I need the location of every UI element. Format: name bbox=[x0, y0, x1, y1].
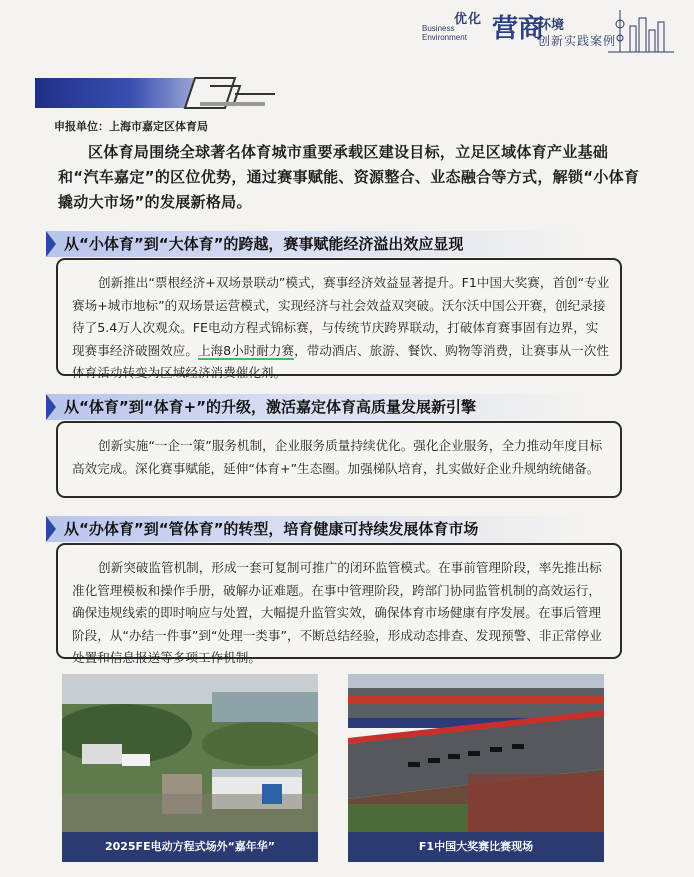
section-2-body: 创新实施“一企一策”服务机制，企业服务质量持续优化。强化企业服务，全力推动年度目标高效完成。深化赛事赋能，延伸“体育+”生态圈。加强梯队培育，扎实做好企业升规纳统储备。 bbox=[56, 421, 622, 498]
photo-2-caption: F1中国大奖赛比赛现场 bbox=[348, 832, 604, 862]
section-1-title: 从“小体育”到“大体育”的跨越，赛事赋能经济溢出效应显现 bbox=[46, 231, 584, 257]
brand-sub: 创新实践案例 bbox=[538, 34, 617, 48]
section-2-title: 从“体育”到“体育+”的升级，激活嘉定体育高质量发展新引擎 bbox=[46, 394, 584, 420]
brand-big: 营商 bbox=[492, 14, 545, 44]
section-3-body: 创新突破监管机制，形成一套可复制可推广的闭环监管模式。在事前管理阶段，率先推出标准化管理模板和操作手册，破解办证难题。在事中管理阶段，跨部门协同监管机制的高效运行，确保违规线索的即时响应与处置，大幅提升监管实效，确保体育市场健康有序发展。在事后管理阶段，从“办结一件事”到“处理一类事”，不断总结经验，形成动态排查、发现预警、非正常停业处置和信息报送等多项工作机制。 bbox=[56, 543, 622, 659]
brand-en: Business Environment bbox=[422, 24, 467, 42]
brand-cn-small: 优化 bbox=[454, 12, 483, 27]
photo-fe-carnival bbox=[62, 674, 318, 832]
photo-1-caption: 2025FE电动方程式场外“嘉年华” bbox=[62, 832, 318, 862]
photo-f1-race bbox=[348, 674, 604, 832]
section-3-title: 从“办体育”到“管体育”的转型，培育健康可持续发展体育市场 bbox=[46, 516, 584, 542]
highlighted-event: 上海8小时耐力赛 bbox=[197, 342, 295, 358]
intro-paragraph: 区体育局围绕全球著名体育城市重要承载区建设目标，立足区域体育产业基础和“汽车嘉定”的区位优势，通过赛事赋能、资源整合、业态融合等方式，解锁“小体育撬动大市场”的发展新格局。 bbox=[58, 143, 640, 211]
brand-env: 环境 bbox=[538, 18, 565, 33]
header-ribbon bbox=[35, 76, 285, 110]
declaring-unit: 申报单位：上海市嘉定区体育局 bbox=[54, 120, 208, 133]
skyline-icon bbox=[606, 6, 676, 56]
section-1-body: 创新推出“票根经济+双场景联动”模式，赛事经济效益显著提升。F1中国大奖赛，首创“专业赛场+城市地标”的双场景运营模式，实现经济与社会效益双突破。沃尔沃中国公开赛，创纪录接待了5.4万人次观众。FE电动方程式锦标赛，与传统节庆跨界联动，打破体育赛事固有边界，实现赛事经济破圈效应。上海8小时耐力赛，带动酒店、旅游、餐饮、购物等消费，让赛事从一次性体育活动转变为区域经济消费催化剂。 bbox=[56, 258, 622, 376]
brand-logo bbox=[406, 6, 676, 56]
